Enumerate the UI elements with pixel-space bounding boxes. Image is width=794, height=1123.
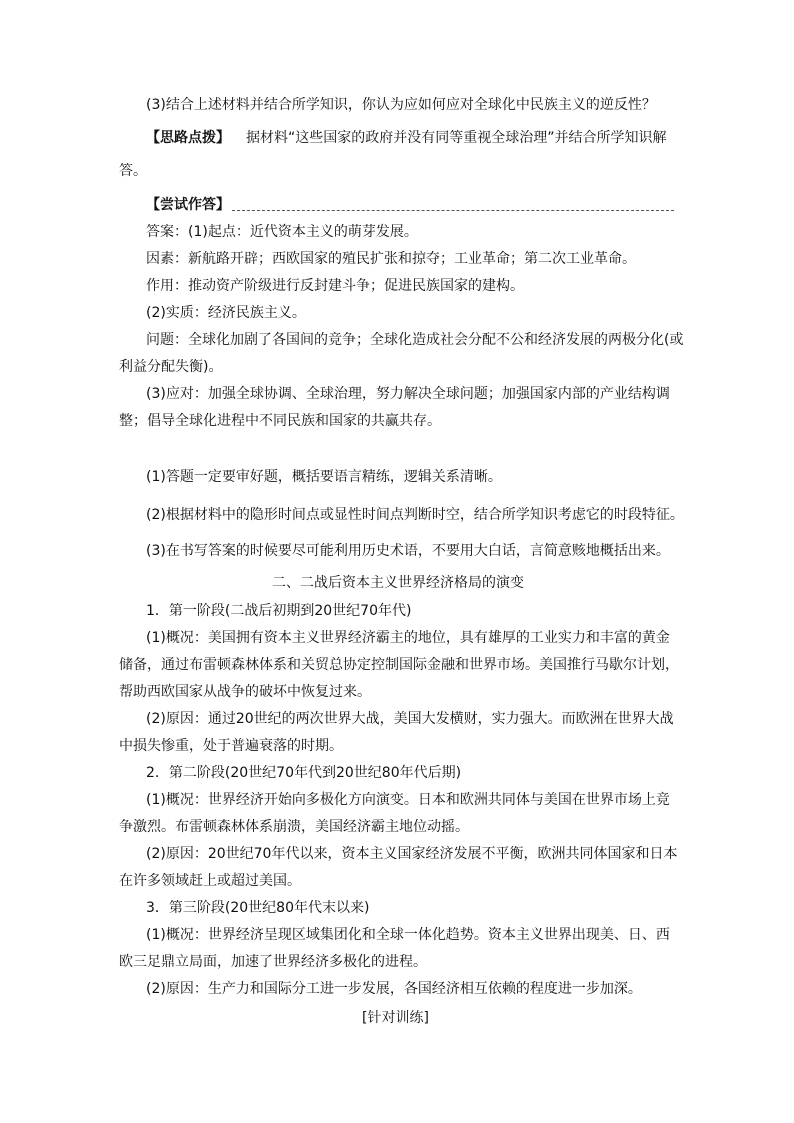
practice-footer: [针对训练] [362,1010,429,1026]
question-3: (3)结合上述材料并结合所学知识，你认为应如何应对全球化中民族主义的逆反性？ [146,97,656,113]
answer-line: 整；倡导全球化进程中不同民族和国家的共赢共存。 [119,413,441,429]
stage-1-cause: 中损失惨重，处于普遍衰落的时期。 [119,738,343,754]
hint-text-cont: 答。 [119,163,147,179]
stage-1-heading: 1．第一阶段(二战后初期到20世纪70年代) [146,603,412,619]
stage-3-overview: (1)概况：世界经济呈现区域集团化和全球一体化趋势。资本主义世界出现美、日、西 [146,927,670,943]
stage-2-heading: 2．第二阶段(20世纪70年代到20世纪80年代后期) [146,765,462,781]
stage-2-cause: 在许多领域赶上或超过美国。 [119,873,301,889]
stage-1-overview: 储备，通过布雷顿森林体系和关贸总协定控制国际金融和世界市场。美国推行马歇尔计划， [119,657,679,673]
answer-blank-line [232,210,674,211]
hint-label: 【思路点拨】 [146,130,230,146]
answer-line: (3)应对：加强全球协调、全球治理，努力解决全球问题；加强国家内部的产业结构调 [146,386,670,402]
answer-line: (2)实质：经济民族主义。 [146,305,306,321]
answer-line: 作用：推动资产阶级进行反封建斗争；促进民族国家的建构。 [146,278,524,294]
attempt-label: 【尝试作答】 [146,197,230,213]
stage-2-overview: 争激烈。布雷顿森林体系崩溃，美国经济霸主地位动摇。 [119,819,469,835]
tip-item: (1)答题一定要审好题，概括要语言精练，逻辑关系清晰。 [146,469,502,485]
stage-3-overview: 欧三足鼎立局面，加速了世界经济多极化的进程。 [119,954,427,970]
stage-3-heading: 3．第三阶段(20世纪80年代末以来) [146,900,370,916]
section-title: 二、二战后资本主义世界经济格局的演变 [272,575,524,591]
stage-3-cause: (2)原因：生产力和国际分工进一步发展，各国经济相互依赖的程度进一步加深。 [146,981,642,997]
answer-line: 问题：全球化加剧了各国间的竞争；全球化造成社会分配不公和经济发展的两极分化(或 [146,332,684,348]
answer-line: 利益分配失衡)。 [119,359,223,375]
stage-1-overview: (1)概况：美国拥有资本主义世界经济霸主的地位，具有雄厚的工业实力和丰富的黄金 [146,630,670,646]
stage-2-overview: (1)概况：世界经济开始向多极化方向演变。日本和欧洲共同体与美国在世界市场上竞 [146,792,670,808]
answer-line: 因素：新航路开辟；西欧国家的殖民扩张和掠夺；工业革命；第二次工业革命。 [146,251,636,267]
stage-2-cause: (2)原因：20世纪70年代以来，资本主义国家经济发展不平衡，欧洲共同体国家和日本 [146,846,678,862]
stage-1-overview: 帮助西欧国家从战争的破坏中恢复过来。 [119,684,371,700]
hint-text: 据材料“这些国家的政府并没有同等重视全球治理”并结合所学知识解 [246,130,667,146]
stage-1-cause: (2)原因：通过20世纪的两次世界大战，美国大发横财，实力强大。而欧洲在世界大战 [146,711,674,727]
tip-item: (3)在书写答案的时候要尽可能利用历史术语，不要用大白话，言简意赅地概括出来。 [146,543,670,559]
answer-line: 答案：(1)起点：近代资本主义的萌芽发展。 [146,224,418,240]
tip-item: (2)根据材料中的隐形时间点或显性时间点判断时空，结合所学知识考虑它的时段特征。 [146,507,684,523]
